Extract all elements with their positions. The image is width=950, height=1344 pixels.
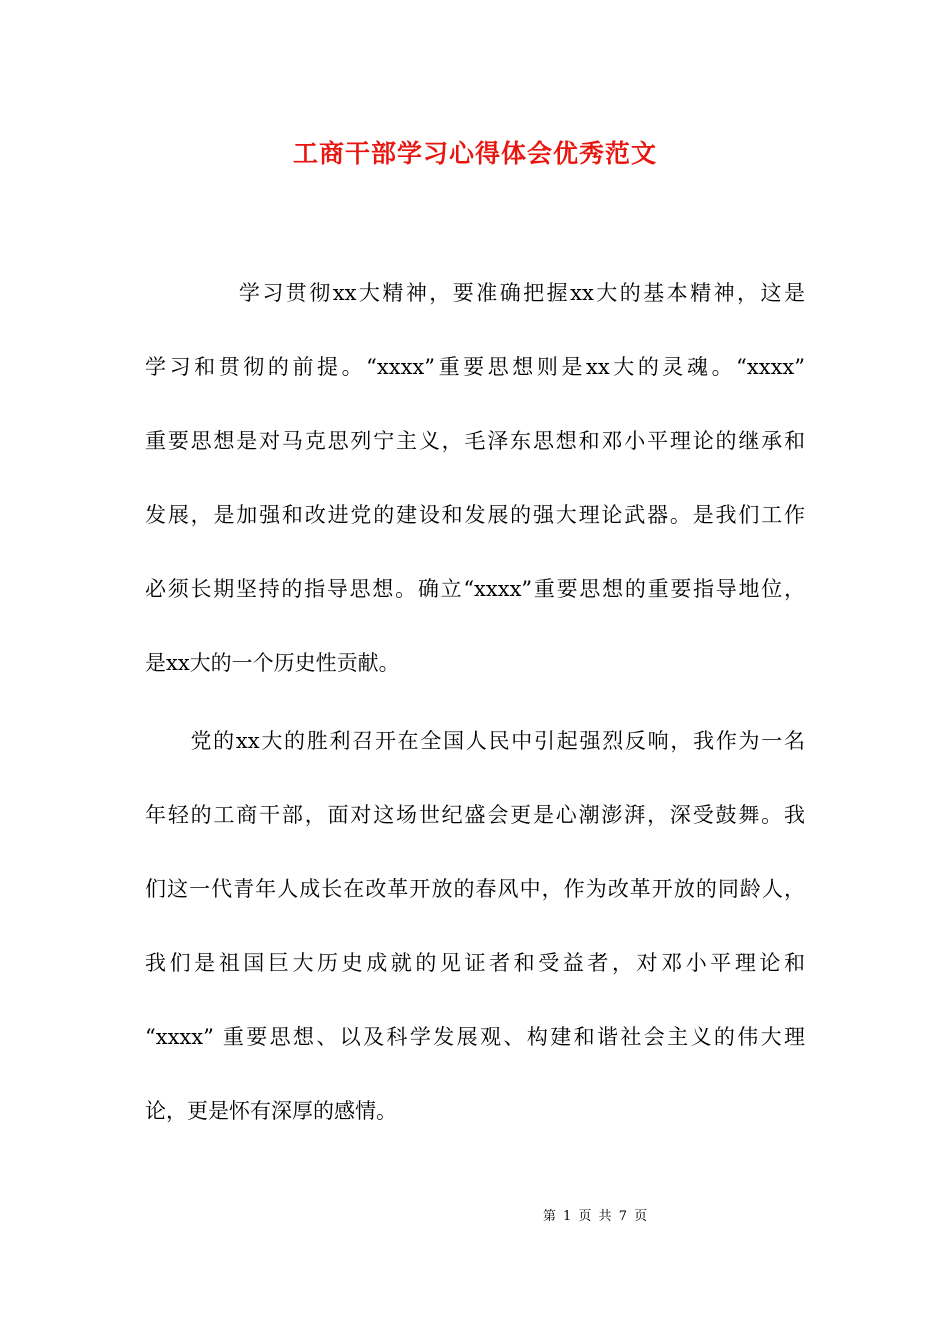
page-number-footer: 第 1 页 共 7 页 (542, 1209, 648, 1224)
paragraph-line: 学习和贯彻的前提。“xxxx”重要思想则是xx大的灵魂。“xxxx” (145, 355, 805, 379)
paragraph-line: 必须长期坚持的指导思想。确立“xxxx”重要思想的重要指导地位， (145, 577, 805, 601)
paragraph-line: 发展，是加强和改进党的建设和发展的强大理论武器。是我们工作 (145, 503, 805, 527)
paragraph-line: 们这一代青年人成长在改革开放的春风中，作为改革开放的同龄人， (145, 877, 805, 901)
paragraph-line: 年轻的工商干部，面对这场世纪盛会更是心潮澎湃，深受鼓舞。我 (145, 803, 805, 827)
paragraph-line: “xxxx” 重要思想、以及科学发展观、构建和谐社会主义的伟大理 (145, 1025, 805, 1049)
paragraph-line: 我们是祖国巨大历史成就的见证者和受益者，对邓小平理论和 (145, 951, 805, 975)
paragraph-line: 党的xx大的胜利召开在全国人民中引起强烈反响，我作为一名 (145, 729, 805, 753)
paragraph-line: 是xx大的一个历史性贡献。 (145, 651, 400, 675)
document-title: 工商干部学习心得体会优秀范文 (292, 139, 657, 168)
paragraph-line: 学习贯彻xx大精神，要准确把握xx大的基本精神，这是 (145, 281, 805, 305)
paragraph-line: 重要思想是对马克思列宁主义，毛泽东思想和邓小平理论的继承和 (145, 429, 805, 453)
paragraph-line: 论，更是怀有深厚的感情。 (145, 1099, 397, 1123)
